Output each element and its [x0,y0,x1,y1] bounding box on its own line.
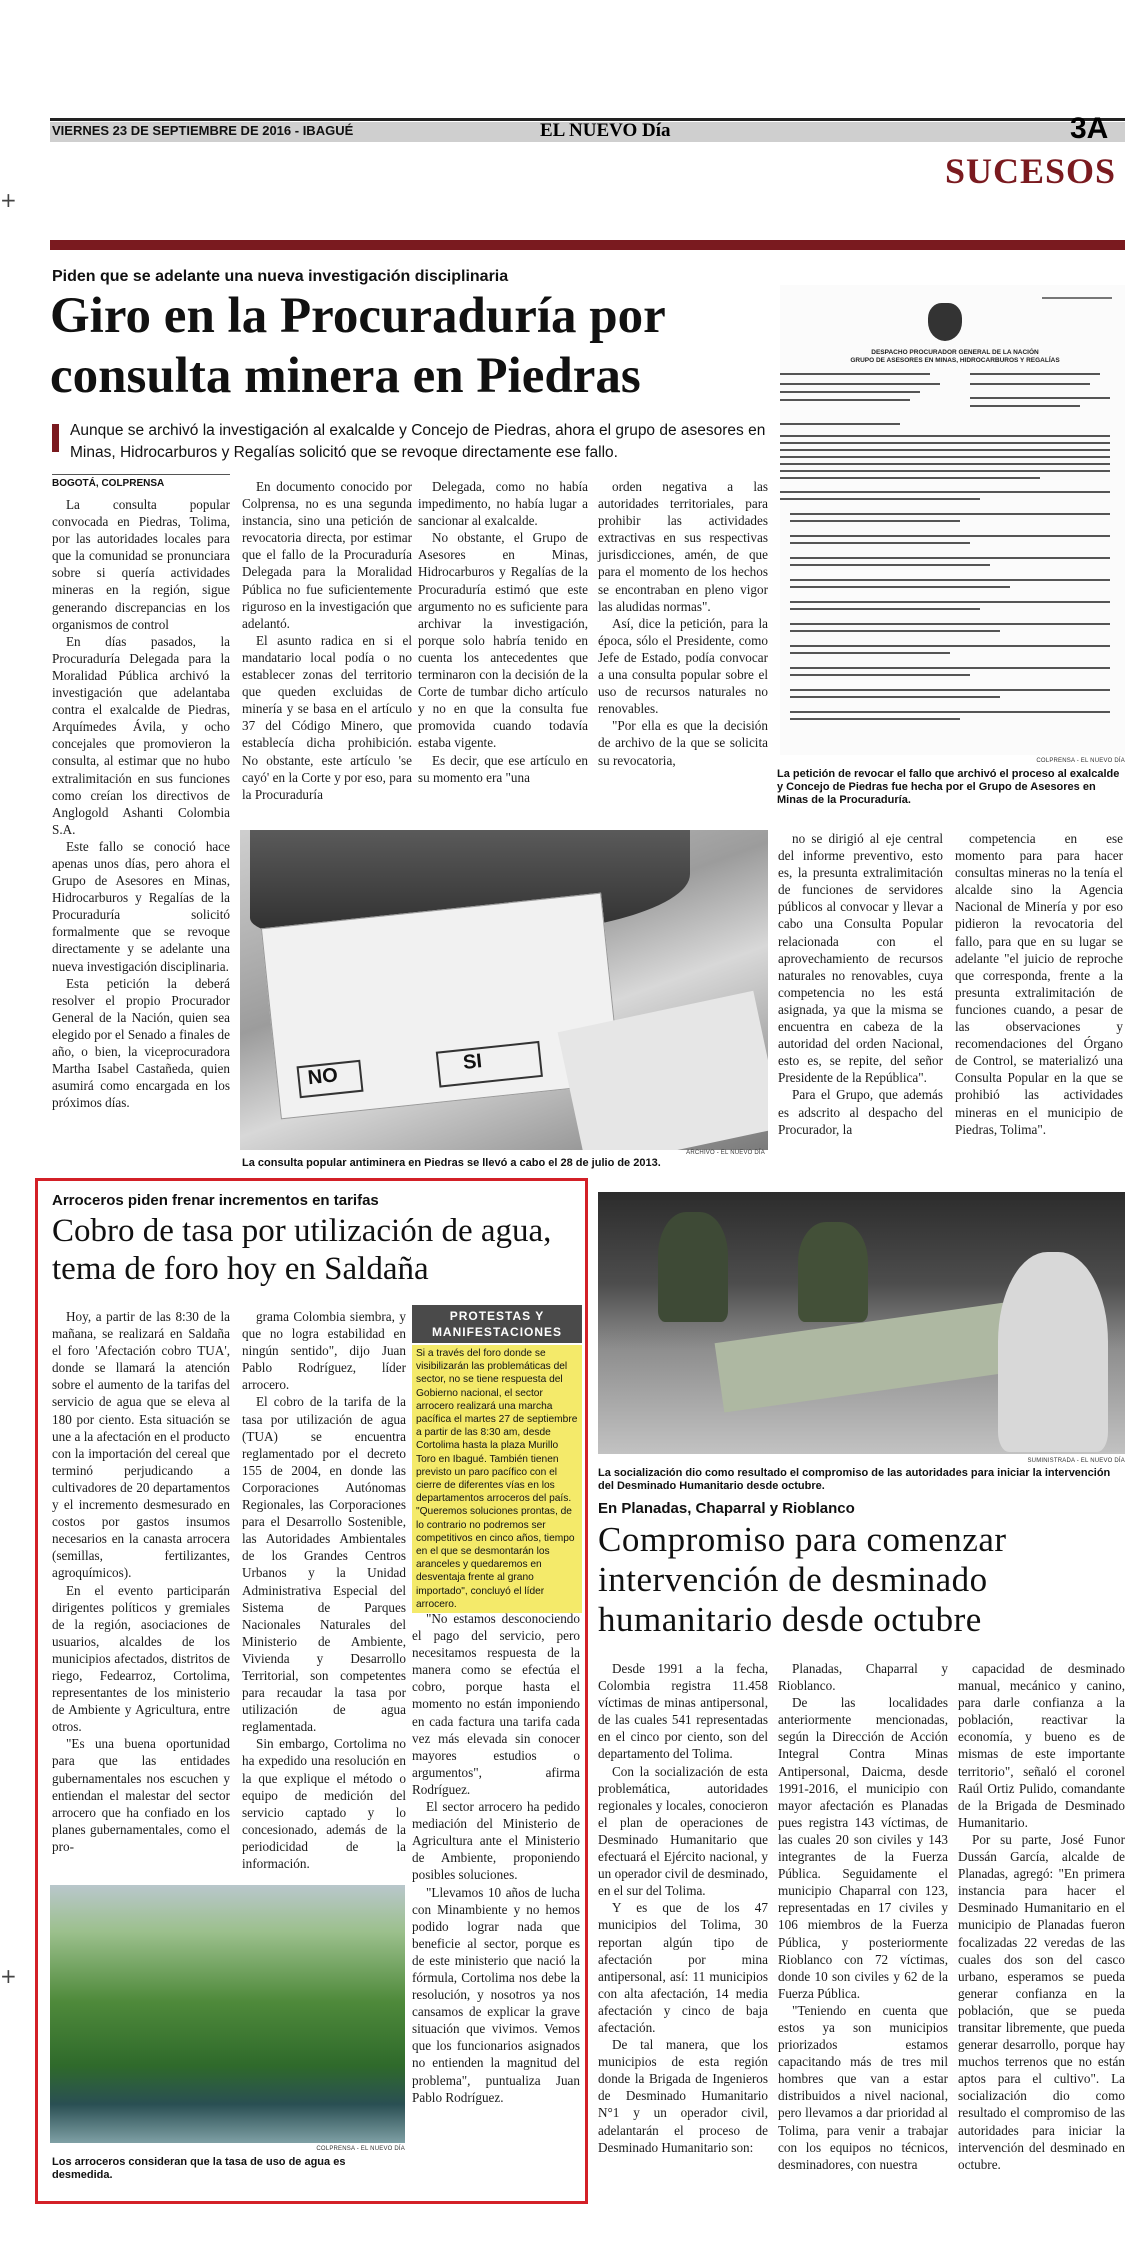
person-shape [998,1252,1108,1452]
protest-box-header [412,1305,582,1343]
story2-kicker: Arroceros piden frenar incrementos en tarifas [52,1192,379,1209]
rice-photo-credit: COLPRENSA - EL NUEVO DÍA [316,2146,405,2152]
person-shape [658,1212,728,1322]
paragraph: Así, dice la petición, para la época, sólo el Presidente, como Jefe de Estado, podía convocar a una consulta popular sobre el uso de recursos naturales no renovables. [598,615,768,717]
story1-column-1 [52,496,230,1111]
protest-box-title-2: MANIFESTACIONES [431,1325,563,1339]
paragraph: Es decir, que ese artículo en su momento era "una [418,752,588,785]
paragraph: Para el Grupo, que además es adscrito al despacho del Procurador, la [778,1087,943,1137]
story1-column-4 [598,478,768,769]
paragraph: "Teniendo en cuenta que estos ya son municipios priorizados estamos capacitando más de tres mil hombres que van a estar distribuidos a nivel nacional, pero llevamos a dar prioridad al Tolima, para venir a trabajar con los equipos no técnicos, desminadores, con nuestra [778,2002,948,2172]
paragraph: "Por ella es que la decisión de archivo de la que se solicita su revocatoria, [598,718,768,768]
brand-name: EL NUEVO Día [540,120,671,141]
ballot-si-label: SI [461,1050,484,1074]
story2-headline: Cobro de tasa por utilización de agua, tema de foro hoy en Saldaña [52,1213,552,1287]
coat-of-arms-icon [928,303,962,341]
paragraph: Este fallo se conoció hace apenas unos días, pero ahora el Grupo de Asesores en Minas, Hidrocarburos y Regalías de la Procuraduría solicitó formalmente que se revoque directamente y se adelante una nueva investigación disciplinaria. [52,838,230,974]
lead-marker [52,424,59,452]
paragraph: "No estamos desconociendo el pago del servicio, pero necesitamos respuesta de la manera como se efectúa el cobro, porque hasta el momento no están imponiendo en cada factura una tarifa cada vez más elevada sin conocer mayores estudios o argumentos", afirma Rodríguez. [412,1611,580,1797]
paragraph: El sector arrocero ha pedido mediación del Ministerio de Agricultura ante el Ministerio de Ambiente, proponiendo posibles soluciones. [412,1799,580,1883]
paragraph: Con la socialización de esta problemática, autoridades regionales y locales, conocieron el plan de operaciones de Desminado Humanitario que efectuará el Ejército nacional, y un operador civil de desminado, en el sur del Tolima. [598,1763,768,1899]
paragraph: Delegada, como no había impedimento, no había lugar a sancionar al exalcalde. [418,479,588,529]
ballot-paper [261,893,621,1120]
paragraph: El asunto radica en si el mandatario local podía o no establecer zonas del territorio que queden excluidas de minería y se basa en el artículo 37 del Código Minero, que establecía dicha prohibición. No obstante, este artículo 'se cayó' en la Corte y por eso, para la Procuraduría [242,632,412,802]
story1-headline: Giro en la Procuraduría por consulta minera en Piedras [50,288,665,404]
document-stamp [1042,297,1112,343]
story1-kicker: Piden que se adelante una nueva investigación disciplinaria [52,268,509,285]
paragraph: no se dirigió al eje central del informe preventivo, esto es, la presunta extralimitación de funciones de servidores públicos al convocar y llevar a cabo una Consulta Popular relacionada con el aprovechamiento de recursos naturales no renovables, cuya competencia no les está asignada, ya que la misma se encuentra en cabeza de la autoridad del orden Nacional, esto es, se repite, del señor Presidente de la República". [778,831,943,1086]
soldiers-photo-credit: SUMINISTRADA - EL NUEVO DÍA [1027,1458,1125,1464]
story3-column-1 [598,1660,768,2156]
paragraph: No obstante, el Grupo de Asesores en Minas, Hidrocarburos y Regalías de la Procuraduría estimó que este argumento no es suficiente para archivar la investigación, porque solo habría tenido en cuenta los antecedentes que terminaron con la decisión de la Corte de tumbar dicho artículo y no en que la consulta fue promovida cuando todavía estaba vigente. [418,530,588,751]
rice-field-photo [50,1885,405,2143]
paragraph: competencia en ese momento para para hacer consultas mineras no la tenía el alcalde sino la Agencia Nacional de Minería y por eso pidieron la revocatoria del fallo, para que en su lugar se adelante "el juicio de reproche que corresponda, frente a la presunta extralimitación de funciones cuando, a pesar de las observaciones y recomendaciones del Órgano de Control, se materializó una Consulta Popular en la que se prohibió las actividades mineras en el municipio de Piedras, Tolima". [955,831,1123,1137]
story1-column-3 [418,478,588,786]
story3-headline: Compromiso para comenzar intervención de desminado humanitario desde octubre [598,1520,1007,1639]
story1-column-6 [955,830,1123,1138]
story1-column-2 [242,478,412,803]
ballot-no-label: NO [306,1064,339,1090]
rice-photo-caption: Los arroceros consideran que la tasa de uso de agua es desmedida. [52,2156,346,2181]
document-header: DESPACHO PROCURADOR GENERAL DE LA NACIÓN [871,349,1039,356]
paragraph: orden negativa a las autoridades territoriales, para prohibir las actividades extractivas en sus respectivas jurisdicciones, amén, de que para el momento de los hechos se encontraban en pleno vigor las aludidas normas". [598,479,768,614]
paragraph: Sin embargo, Cortolima no ha expedido una resolución en la que explique el método o equipo de medición del servicio captado y lo concesionado, además de la periodicidad de la información. [242,1736,406,1871]
person-shape [798,1222,868,1322]
document-caption: La petición de revocar el fallo que archivó el proceso al exalcalde y Concejo de Piedras fue hecha por el Grupo de Asesores en Minas de la Procuraduría. [777,768,1120,806]
paragraph: La consulta popular convocada en Piedras, Tolima, por las autoridades locales para que la comunidad se pronunciara sobre si quería actividades mineras en la región, sigue generando discrepancias en los organismos de control [52,497,230,632]
paragraph: De las localidades anteriormente mencionadas, según la Dirección de Acción Integral Contra Minas Antipersonal, Daicma, desde 1991-2016, el municipio con mayor afectación es Planadas pues registra 143 víctimas, de las cuales 20 son civiles y 143 integrantes de la Fuerza Pública. Seguidamente el municipio Chaparral con 123, representadas en 17 civiles y 106 miembros de la Fuerza Pública, y posteriormente Rioblanco con 72 víctimas, donde 10 son civiles y 62 de la Fuerza Pública. [778,1695,948,2001]
story2-column-1 [52,1308,230,1855]
section-title: SUCESOS [945,151,1117,191]
protest-sidebar-box [412,1305,582,1610]
procuraduria-document-scan [780,285,1125,755]
ballot-photo [240,830,768,1150]
ballot-photo-credit: ARCHIVO - EL NUEVO DÍA [686,1150,765,1156]
paragraph: Desde 1991 a la fecha, Colombia registra 11.458 víctimas de minas antipersonal, de las cuales 541 representadas en el cinco por ciento, son del departamento del Tolima. [598,1661,768,1762]
document-subheader: GRUPO DE ASESORES EN MINAS, HIDROCARBUROS Y REGALÍAS [850,357,1060,364]
paragraph: En días pasados, la Procuraduría Delegada para la Moralidad Pública archivó la investigación que adelantaba contra el exalcalde de Piedras, Arquímedes Ávila, y ocho concejales que promovieron la consulta, al estimar que no hubo extralimitación en sus funciones como creían los directivos de Anglogold Ashanti Colombia S.A. [52,633,230,837]
paragraph: Hoy, a partir de las 8:30 de la mañana, se realizará en Saldaña el foro 'Afectación cobro TUA', donde se llamará la atención sobre el aumento de la tarifas del servicio de agua que se eleva al 180 por ciento. Esta situación se une a la afectación en el producto con la importación del cereal que terminó perjudicando a cultivadores de 20 departamentos y el incremento desmesurado en costos por gastos insumos necesarios en la canasta arrocera (semillas, fertilizantes, agroquímicos). [52,1309,230,1581]
registration-mark-middle: + [0,1964,17,1988]
paragraph: Y es que de los 47 municipios del Tolima, 30 reportan algún tipo de afectación por mina antipersonal, así: 11 municipios con alta afectación, 14 media afectación y cinco de baja afectación. [598,1900,768,2035]
ballot-photo-caption: La consulta popular antiminera en Piedras se llevó a cabo el 28 de julio de 2013. [242,1157,661,1169]
paragraph: Esta petición la deberá resolver el propio Procurador General de la Nación, quien sea elegido por el Senado a finales de año, o bien, la viceprocuradora Martha Isabel Castañeda, quien asumirá como encargada en los próximos días. [52,975,230,1111]
story1-lead: Aunque se archivó la investigación al exalcalde y Concejo de Piedras, ahora el grupo de asesores en Minas, Hidrocarburos y Regalías solicitó que se revoque directamente ese fallo. [70,422,766,461]
document-credit: COLPRENSA - EL NUEVO DÍA [1036,758,1125,764]
story2-column-2 [242,1308,406,1872]
section-rule [50,240,1125,250]
page-number: 3A [1070,112,1109,145]
story3-kicker: En Planadas, Chaparral y Rioblanco [598,1500,855,1517]
soldiers-meeting-photo [598,1192,1125,1454]
protest-box-title-1: PROTESTAS Y [449,1309,545,1323]
paragraph: "Llevamos 10 años de lucha con Minambiente y no hemos podido lograr nada que beneficie al sector, porque es de este ministerio que nació la fórmula, Cortolima nos debe la resolución, y nosotros ya nos cansamos de explicar la grave situación que vivimos. Vemos que los funcionarios asignados no entienden la magnitud del problema", puntualiza Juan Pablo Rodríguez. [412,1884,580,2105]
paragraph: En documento conocido por Colprensa, no es una segunda instancia, sino una petición de revocatoria directa, por estimar que el fallo de la Procuraduría Delegada para la Moralidad Pública no fue suficientemente riguroso en la investigación que adelantó. [242,479,412,631]
paragraph: En el evento participarán dirigentes políticos y gremiales de la región, asociaciones de usuarios, alcaldes de los municipios afectados, distritos de riego, Fedearroz, Cortolima, representantes de los ministerio de Ambiente y Agricultura, entre otros. [52,1582,230,1735]
story1-column-5 [778,830,943,1138]
story1-byline-rule [52,474,230,475]
paragraph: El cobro de la tarifa de la tasa por utilización de agua (TUA) se encuentra reglamentado por el decreto 155 de 2004, en donde las Corporaciones Autónomas Regionales, las Corporaciones para el Desarrollo Sostenible, las Autoridades Ambientales de los Grandes Centros Urbanos y la Unidad Administrativa Especial del Sistema de Parques Nacionales Naturales del Ministerio de Ambiente, Vivienda y Desarrollo Territorial, son competentes para recaudar la tasa por utilización de agua reglamentada. [242,1394,406,1735]
story2-column-3 [412,1610,580,2106]
paragraph: "Es una buena oportunidad para que las entidades gubernamentales nos escuchen y entiendan el malestar del sector arrocero que ha confiado en los planes gubernamentales, como el pro- [52,1736,230,1854]
protest-box-text: Si a través del foro donde se visibilizarán las problemáticas del sector, no se tiene respuesta del Gobierno nacional, el sector arrocero realizará una marcha pacífica el martes 27 de septiembre a partir de las 8:30 am, desde Cortolima hasta la plaza Murillo Toro en Ibagué. También tienen previsto un paro pacífico con el cierre de diferentes vías en los departamentos arroceros del país. "Queremos soluciones prontas, de lo contrario no podremos ser competitivos en cinco años, tiempo en el que se desmontarán los aranceles y quedaremos en desventaja frente al grano importado", concluyó el líder arrocero. [412,1345,582,1613]
paragraph: grama Colombia siembra, y que no logra estabilidad en ningún sentido", dijo Juan Pablo Rodríguez, líder arrocero. [242,1309,406,1393]
paragraph: Por su parte, José Funor Dussán García, alcalde de Planadas, agregó: "En primera instancia para hacer el Desminado Humanitario en el municipio de Planadas fueron focalizadas 22 veredas de las cuales dos son del casco urbano, esperamos se pueda generar confianza en la población, que se pueda transitar libremente, que pueda generar desarrollo, porque hay muchos terrenos que no están aptos para el cultivo". La socialización dio como resultado el compromiso de las autoridades para iniciar la intervención del desminado en octubre. [958,1831,1125,2172]
story1-byline: BOGOTÁ, COLPRENSA [52,478,165,489]
soldiers-photo-caption: La socialización dio como resultado el compromiso de las autoridades para iniciar la intervención del Desminado Humanitario desde octubre. [598,1467,1111,1492]
brand-logo [540,120,720,146]
dateline: VIERNES 23 DE SEPTIEMBRE DE 2016 - IBAGUÉ [52,123,354,138]
registration-mark-top: + [0,188,17,212]
paragraph: capacidad de desminado manual, mecánico y canino, para darle confianza a la población, reactivar la economía, y bueno es de mismas de este importante territorio", señaló el coronel Raúl Ortiz Pulido, comandante de la Brigada de Desminado Humanitario. [958,1661,1125,1830]
paragraph: Planadas, Chaparral y Rioblanco. [778,1661,948,1694]
story3-column-2 [778,1660,948,2173]
paragraph: De tal manera, que los municipios de esta región donde la Brigada de Ingenieros de Desminado Humanitario N°1 y un operador civil, adelantarán el proceso de Desminado Humanitario son: [598,2037,768,2155]
story3-column-3 [958,1660,1125,2173]
table-map-shape [715,1301,1022,1412]
